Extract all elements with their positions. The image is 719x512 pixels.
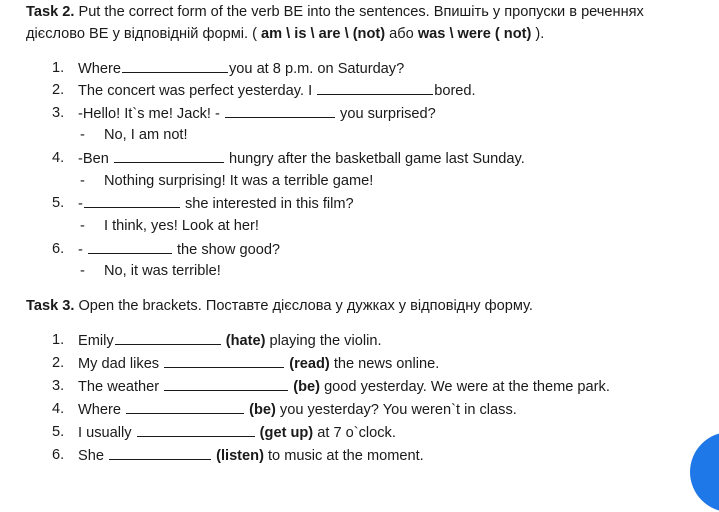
task2-heading: [26, 2, 644, 22]
item-number: 5.: [52, 195, 65, 211]
item-suffix: you at 8 p.m. on Saturday?: [228, 61, 405, 77]
item-suffix: at 7 o`clock.: [313, 425, 396, 441]
item-prefix: -: [78, 242, 83, 258]
item-prefix: I usually: [78, 425, 132, 441]
task2-or: або: [385, 26, 418, 42]
reply-dash: -: [80, 127, 85, 143]
item-suffix: the news online.: [329, 356, 440, 372]
task2-instruction-en: Put the correct form of the verb BE into the sentences.: [74, 4, 434, 20]
item-prefix: She: [78, 448, 104, 464]
item-prefix: Where: [78, 61, 121, 77]
item-number: 2.: [52, 82, 65, 98]
task2-options: am \ is \ are \ (not): [261, 26, 386, 42]
task2-instruction-ua-2: дієслово BE у відповідній формі. (: [26, 26, 262, 42]
item-suffix: bored.: [434, 83, 476, 99]
item-prefix: The weather: [78, 379, 160, 395]
answer-blank[interactable]: [225, 103, 335, 118]
answer-blank[interactable]: [84, 193, 180, 208]
reply-dash: -: [80, 173, 85, 189]
item-number: 1.: [52, 332, 65, 348]
item-prefix: Where: [78, 402, 121, 418]
reply-dash: -: [80, 218, 85, 234]
answer-blank[interactable]: [109, 445, 211, 460]
reply-text: No, I am not!: [104, 127, 188, 143]
answer-blank[interactable]: [115, 330, 221, 345]
item-suffix: you yesterday? You weren`t in class.: [275, 402, 517, 418]
task2-options-past: was \ were ( not): [417, 26, 532, 42]
item-number: 3.: [52, 378, 65, 394]
item-prefix: -: [78, 196, 83, 212]
item-number: 1.: [52, 60, 65, 76]
item-prefix: My dad likes: [78, 356, 160, 372]
floating-action-button[interactable]: [690, 432, 719, 512]
item-prefix: -Ben: [78, 151, 109, 167]
verb-hint: (be): [293, 379, 321, 395]
item-suffix: to music at the moment.: [263, 448, 424, 464]
item-suffix: she interested in this film?: [184, 196, 354, 212]
answer-blank[interactable]: [137, 422, 255, 437]
task2-heading-line2: [26, 24, 544, 44]
task3-heading: [26, 296, 533, 316]
verb-hint: (listen): [216, 448, 264, 464]
item-suffix: good yesterday. We were at the theme park.: [320, 379, 610, 395]
reply-dash: -: [80, 263, 85, 279]
item-suffix: you surprised?: [340, 106, 436, 122]
task3-instruction-en: Open the brackets.: [74, 298, 206, 314]
reply-text: No, it was terrible!: [104, 263, 221, 279]
item-suffix: the show good?: [177, 242, 281, 258]
item-number: 2.: [52, 355, 65, 371]
task2-instruction-ua-1: Впишіть у пропуски в реченнях: [433, 4, 644, 20]
task2-end: ).: [531, 26, 545, 42]
task2-label: Task 2.: [26, 4, 75, 20]
item-number: 4.: [52, 150, 65, 166]
answer-blank[interactable]: [164, 376, 288, 391]
answer-blank[interactable]: [88, 239, 172, 254]
item-number: 6.: [52, 241, 65, 257]
answer-blank[interactable]: [126, 399, 244, 414]
reply-text: I think, yes! Look at her!: [104, 218, 259, 234]
item-prefix: -Hello! It`s me! Jack! -: [78, 106, 220, 122]
item-prefix: Emily: [78, 333, 114, 349]
reply-text: Nothing surprising! It was a terrible game!: [104, 173, 374, 189]
answer-blank[interactable]: [122, 58, 228, 73]
verb-hint: (hate): [225, 333, 266, 349]
answer-blank[interactable]: [164, 353, 284, 368]
verb-hint: (read): [289, 356, 330, 372]
verb-hint: (get up): [259, 425, 314, 441]
answer-blank[interactable]: [317, 80, 433, 95]
item-number: 6.: [52, 447, 65, 463]
answer-blank[interactable]: [114, 148, 224, 163]
item-suffix: hungry after the basketball game last Sunday.: [228, 151, 525, 167]
item-number: 3.: [52, 105, 65, 121]
item-number: 5.: [52, 424, 65, 440]
task3-instruction-ua: Поставте дієслова у дужках у відповідну форму.: [205, 298, 533, 314]
item-number: 4.: [52, 401, 65, 417]
task3-label: Task 3.: [26, 298, 75, 314]
verb-hint: (be): [249, 402, 276, 418]
item-suffix: playing the violin.: [265, 333, 382, 349]
item-prefix: The concert was perfect yesterday. I: [78, 83, 313, 99]
